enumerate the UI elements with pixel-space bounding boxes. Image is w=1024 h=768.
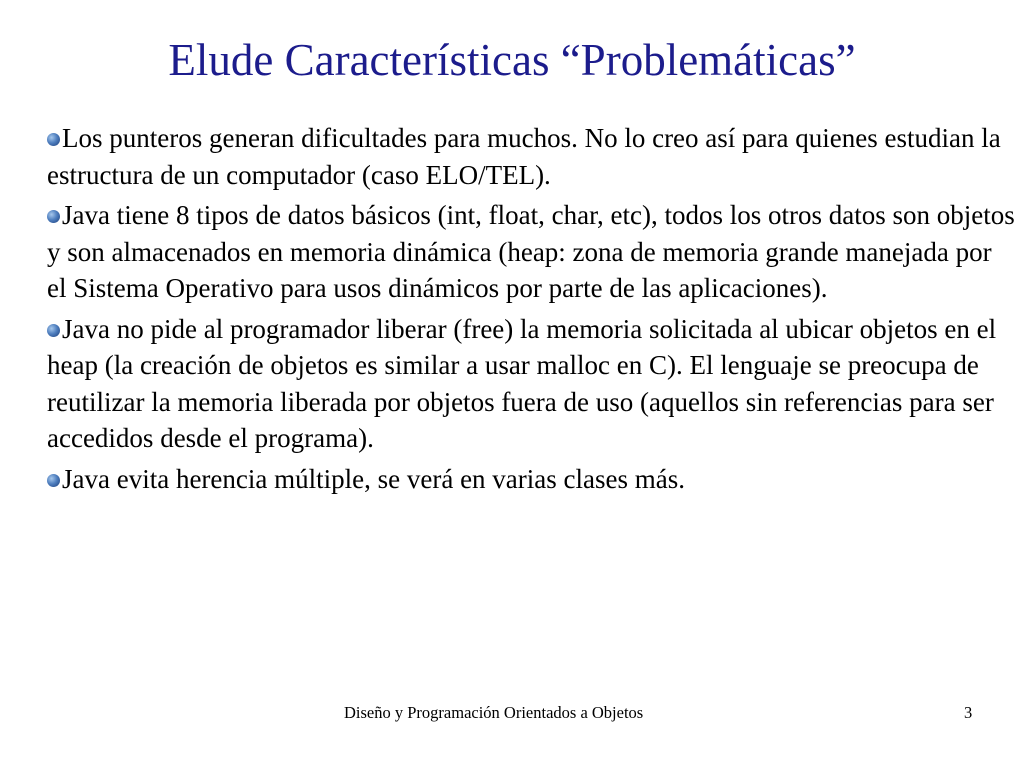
slide-title: Elude Características “Problemáticas”	[168, 35, 856, 85]
blue-sphere-bullet-icon	[47, 210, 60, 223]
page-number: 3	[964, 703, 973, 722]
blue-sphere-bullet-icon	[47, 474, 60, 487]
bullet-item	[47, 197, 1017, 307]
bullet-item	[47, 120, 1017, 193]
bullet-text: Java no pide al programador liberar (free) la memoria solicitada al ubicar objetos en el heap (la creación de objetos es similar a usar malloc en C). El lenguaje se preocupa de reutilizar la memoria liberada por objetos fuera de uso (aquellos sin referencias para ser accedidos desde el programa).	[47, 313, 997, 453]
blue-sphere-bullet-icon	[47, 133, 60, 146]
bullet-item	[47, 311, 1017, 457]
bullet-text: Los punteros generan dificultades para muchos. No lo creo así para quienes estudian la estructura de un computador (caso ELO/TEL).	[47, 123, 1001, 190]
bullet-list	[47, 120, 1017, 501]
bullet-text: Java evita herencia múltiple, se verá en varias clases más.	[62, 463, 685, 494]
footer-course-title: Diseño y Programación Orientados a Objetos	[344, 703, 644, 722]
blue-sphere-bullet-icon	[47, 324, 60, 337]
bullet-text: Java tiene 8 tipos de datos básicos (int, float, char, etc), todos los otros datos son objetos y son almacenados en memoria dinámica (heap: zona de memoria grande manejada por el Sistema Operativo para usos dinámicos por parte de las aplicaciones).	[47, 200, 1015, 303]
bullet-item	[47, 461, 1017, 498]
